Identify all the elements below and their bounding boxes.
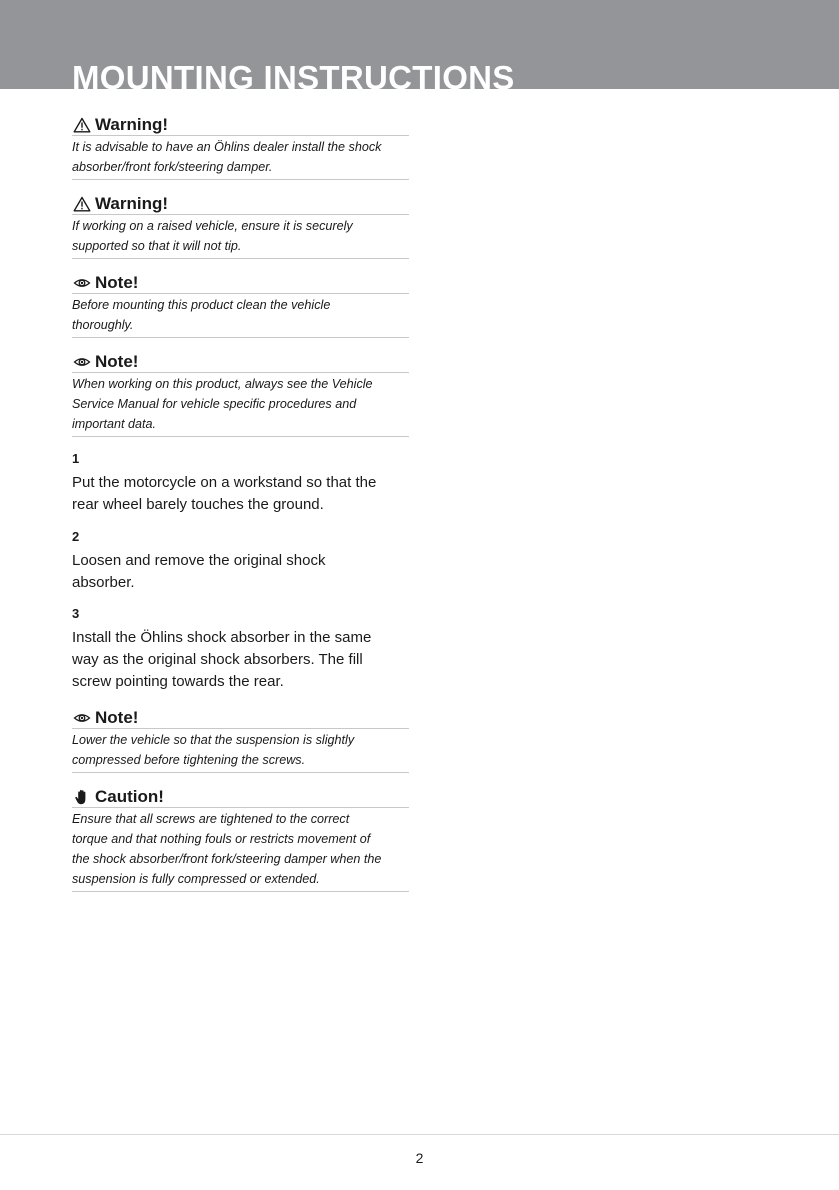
step-text [72,550,409,594]
eye-icon [73,354,91,370]
step-text-line: Loosen and remove the original shock [72,552,326,569]
notice-body-line: suspension is fully compressed or extended. [72,872,320,886]
notice-heading [72,352,409,373]
notice-title: Note! [95,708,139,727]
step-text-line: way as the original shock absorbers. The fill [72,651,363,668]
page-title: MOUNTING INSTRUCTIONS [72,59,515,89]
notice-body-line: supported so that it will not tip. [72,239,242,253]
notice-heading [72,708,409,729]
notice-body-line: If working on a raised vehicle, ensure it is securely [72,219,353,233]
notice-body-line: It is advisable to have an Öhlins dealer install the shock [72,140,382,154]
notice-title: Warning! [95,194,169,213]
notice-title: Note! [95,352,139,371]
notice-body-line: Before mounting this product clean the vehicle [72,298,331,312]
step-text-line: Install the Öhlins shock absorber in the same [72,629,372,646]
notice-body [72,808,409,892]
notice-body-line: important data. [72,417,157,431]
hand-stop-icon [73,789,91,805]
notice-heading [72,115,409,136]
step-text-line: screw pointing towards the rear. [72,673,284,690]
page-number: 2 [415,1150,424,1166]
note-notice [72,352,409,437]
notice-body-line: compressed before tightening the screws. [72,753,306,767]
notice-body-line: the shock absorber/front fork/steering damper when the [72,852,382,866]
eye-icon [73,710,91,726]
notice-body-line: thoroughly. [72,318,134,332]
notice-title: Caution! [95,787,164,806]
notice-heading [72,787,409,808]
notice-body [72,729,409,773]
step [72,529,409,594]
notice-body [72,373,409,437]
step-number: 2 [72,529,80,544]
step-number: 3 [72,606,80,621]
step-text-line: rear wheel barely touches the ground. [72,496,324,513]
caution-notice [72,787,409,892]
notice-body-line: torque and that nothing fouls or restricts movement of [72,832,371,846]
step-number: 1 [72,451,80,466]
footer-divider [0,1134,839,1135]
notice-body-line: Lower the vehicle so that the suspension is slightly [72,733,355,747]
step [72,606,409,693]
notice-body-line: Service Manual for vehicle specific procedures and [72,397,357,411]
notice-title: Warning! [95,115,169,134]
notice-heading [72,194,409,215]
note-notice [72,273,409,338]
step-text-line: absorber. [72,574,135,591]
warning-triangle-icon [73,196,91,212]
notice-body-line: When working on this product, always see the Vehicle [72,377,373,391]
step-text [72,472,409,516]
notice-title: Note! [95,273,139,292]
header-band [0,0,839,89]
warning-notice [72,194,409,259]
notice-heading [72,273,409,294]
notice-body [72,294,409,338]
warning-notice [72,115,409,180]
notice-body-line: absorber/front fork/steering damper. [72,160,273,174]
note-notice [72,708,409,773]
step-text-line: Put the motorcycle on a workstand so that the [72,474,377,491]
notice-body-line: Ensure that all screws are tightened to the correct [72,812,350,826]
notice-body [72,215,409,259]
eye-icon [73,275,91,291]
step-text [72,627,409,693]
step [72,451,409,516]
warning-triangle-icon [73,117,91,133]
notice-body [72,136,409,180]
